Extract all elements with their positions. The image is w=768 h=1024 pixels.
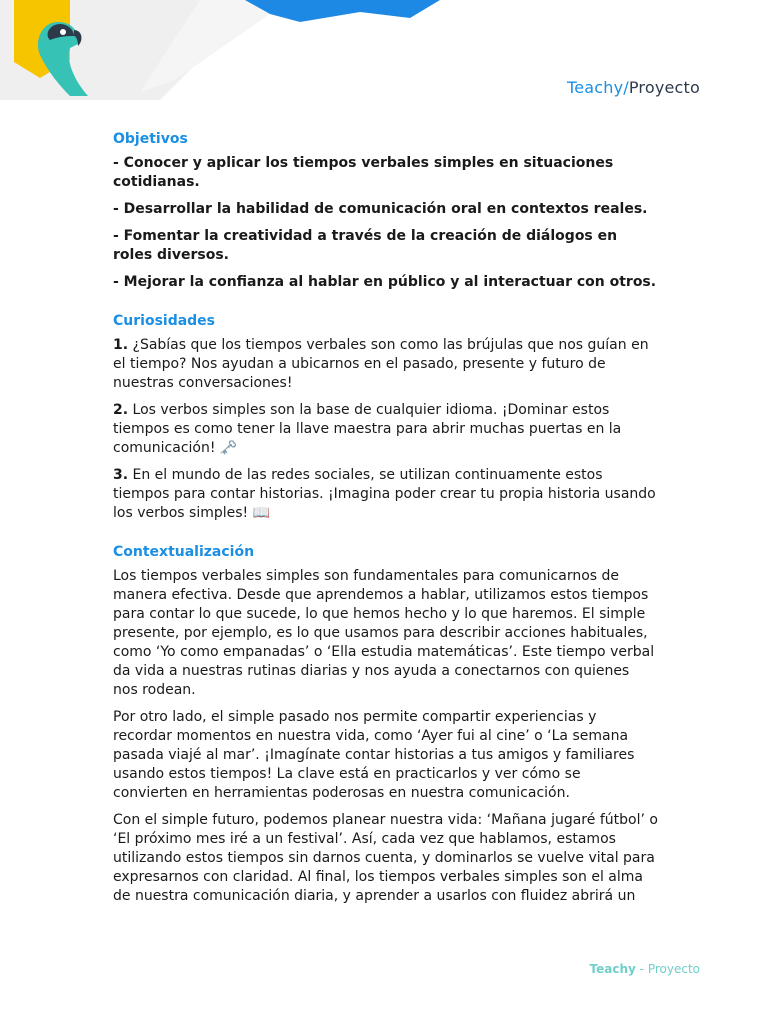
brand-separator: / bbox=[623, 78, 629, 97]
objective-item: - Conocer y aplicar los tiempos verbales simples en situaciones cotidianas. bbox=[113, 155, 614, 190]
curiosity-item bbox=[113, 336, 658, 393]
objective-item: - Fomentar la creatividad a través de la creación de diálogos en roles diversos. bbox=[113, 228, 618, 263]
objective-item: - Desarrollar la habilidad de comunicación oral en contextos reales. bbox=[113, 201, 648, 217]
section-title-contextualizacion: Contextualización bbox=[113, 544, 255, 560]
section-title-objetivos: Objetivos bbox=[113, 131, 188, 147]
context-paragraph: Por otro lado, el simple pasado nos permite compartir experiencias y recordar momentos en nuestra vida, como ‘Ayer fui al cine’ o ‘La semana pasada viajé al mar’. ¡Imagínate contar historias a tus amigos y familiares usando estos tiempos! La clave está en practicarlos y ver cómo se convierten en herramientas poderosas en nuestra comunicación. bbox=[113, 709, 635, 801]
footer-section: Proyecto bbox=[647, 962, 700, 976]
header-decoration bbox=[0, 0, 460, 100]
header-brand bbox=[567, 78, 700, 97]
brand-name: Teachy bbox=[566, 78, 624, 97]
curiosity-text: En el mundo de las redes sociales, se utilizan continuamente estos tiempos para contar historias. ¡Imagina poder crear tu propia historia usando los verbos simples! 📖 bbox=[113, 467, 656, 521]
curiosity-item bbox=[113, 466, 658, 523]
curiosity-text: ¿Sabías que los tiempos verbales son como las brújulas que nos guían en el tiempo? Nos ayudan a ubicarnos en el pasado, presente y futuro de nuestras conversaciones! bbox=[113, 337, 649, 391]
footer-separator: - bbox=[635, 962, 648, 976]
curiosity-item bbox=[113, 401, 658, 458]
context-paragraph: Los tiempos verbales simples son fundamentales para comunicarnos de manera efectiva. Desde que aprendemos a hablar, utilizamos estos tiempos para contar lo que sucede, lo que hemos hecho y lo que haremos. El simple presente, por ejemplo, es lo que usamos para describir acciones habituales, como ‘Yo como empanadas’ o ‘Ella estudia matemáticas’. Este tiempo verbal da vida a nuestras rutinas diarias y nos ayuda a conectarnos con quienes nos rodean. bbox=[113, 568, 655, 698]
footer-brand-name: Teachy bbox=[589, 962, 636, 976]
brand-section: Proyecto bbox=[628, 78, 700, 97]
context-paragraph: Con el simple futuro, podemos planear nuestra vida: ‘Mañana jugaré fútbol’ o ‘El próximo mes iré a un festival’. Así, cada vez que hablamos, estamos utilizando estos tiempos sin darnos cuenta, y dominarlos se vuelve vital para expresarnos con claridad. Al final, los tiempos verbales simples son el alma de nuestra comunicación diaria, y aprender a usarlos con fluidez abrirá un bbox=[113, 812, 658, 904]
curiosity-text: Los verbos simples son la base de cualquier idioma. ¡Dominar estos tiempos es como tener la llave maestra para abrir muchas puertas en la comunicación! 🗝️ bbox=[113, 402, 622, 456]
curiosity-number: 1. bbox=[113, 337, 129, 353]
objective-item: - Mejorar la confianza al hablar en público y al interactuar con otros. bbox=[113, 274, 657, 290]
curiosity-number: 2. bbox=[113, 402, 129, 418]
section-title-curiosidades: Curiosidades bbox=[113, 313, 216, 329]
curiosity-number: 3. bbox=[113, 467, 129, 483]
document-body bbox=[113, 130, 658, 914]
footer-brand bbox=[590, 962, 700, 976]
